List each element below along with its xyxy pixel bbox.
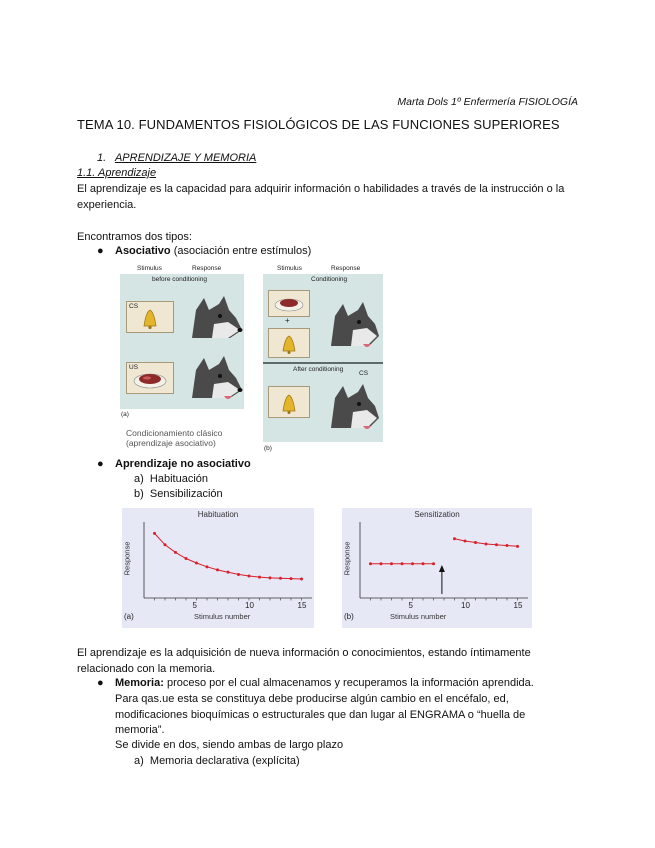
- bell-icon: [127, 302, 173, 332]
- data-point: [495, 543, 498, 546]
- figure-panel-b-after: [263, 364, 383, 442]
- x-tick-label: 5: [408, 601, 413, 610]
- panel-label: (a): [124, 612, 134, 621]
- data-point: [422, 562, 425, 565]
- panel-label: (b): [344, 612, 354, 621]
- bullet-associative: [97, 245, 311, 257]
- memory-label: Memoria:: [115, 677, 164, 689]
- data-point: [474, 541, 477, 544]
- data-point: [369, 562, 372, 565]
- list-marker: a): [134, 473, 144, 485]
- us-label: US: [129, 364, 139, 371]
- associative-label: Asociativo: [115, 245, 171, 257]
- data-point: [269, 576, 272, 579]
- x-tick-label: 10: [245, 601, 254, 610]
- figure-caption-line2: (aprendizaje asociativo): [126, 438, 216, 448]
- figure-classical-conditioning-a: [120, 265, 245, 417]
- bullet-dot: ●: [97, 245, 104, 257]
- us-stimulus-box: [126, 362, 174, 394]
- data-point: [216, 568, 219, 571]
- section-heading: [97, 152, 256, 164]
- page-title: TEMA 10. FUNDAMENTOS FISIOLÓGICOS DE LAS FUNCIONES SUPERIORES: [77, 117, 560, 132]
- data-point: [206, 565, 209, 568]
- chart-title: Sensitization: [414, 510, 460, 519]
- list-text: Sensibilización: [149, 488, 223, 500]
- list-item-declarative-memory: [134, 755, 300, 767]
- y-axis-label: Response: [342, 541, 352, 576]
- cs-label: CS: [359, 370, 369, 377]
- data-point: [195, 562, 198, 565]
- x-tick-label: 15: [297, 601, 307, 610]
- figure-caption: [126, 428, 222, 448]
- intro-paragraph: El aprendizaje es la capacidad para adquirir información o habilidades a través de la instrucción o la experiencia.: [77, 183, 565, 211]
- data-point: [401, 562, 404, 565]
- data-point: [432, 562, 435, 565]
- data-point: [380, 562, 383, 565]
- sensitization-plot: [342, 508, 532, 628]
- list-marker: a): [134, 755, 144, 767]
- before-conditioning-heading: before conditioning: [152, 276, 207, 283]
- after-conditioning-heading: After conditioning: [293, 366, 344, 373]
- panel-label-b: (b): [264, 445, 272, 452]
- figure-panel-b-conditioning: [263, 274, 383, 362]
- subsection-heading: 1.1. Aprendizaje: [77, 167, 157, 179]
- data-point: [464, 540, 467, 543]
- cs-stimulus-box: [126, 301, 174, 333]
- data-point: [411, 562, 414, 565]
- habituation-chart: [122, 508, 314, 628]
- figure-caption-line1: Condicionamiento clásico: [126, 428, 223, 438]
- panel-label-a: (a): [121, 411, 129, 418]
- stimulus-label: Stimulus: [137, 265, 162, 272]
- chart-title: Habituation: [197, 510, 239, 519]
- meat-icon: [269, 291, 309, 316]
- types-intro: Encontramos dos tipos:: [77, 231, 192, 243]
- memory-line2: Para qas.ue esta se constituya debe producirse algún cambio en el encéfalo, ed,: [115, 693, 509, 705]
- x-axis-label: Stimulus number: [194, 612, 251, 621]
- document-header: Marta Dols 1º Enfermería FISIOLOGÍA: [397, 96, 578, 108]
- associative-description: (asociación entre estímulos): [170, 245, 312, 257]
- data-point: [164, 543, 167, 546]
- dog-salivating-icon: [323, 300, 381, 352]
- habituation-plot: [122, 508, 314, 628]
- memory-line4: memoria”.: [115, 724, 165, 736]
- stimulus-label: Stimulus: [277, 265, 302, 272]
- list-item-sensitization: [134, 488, 223, 500]
- y-axis-label: Response: [122, 541, 132, 576]
- figure-panel-a-background: [120, 274, 244, 409]
- figure-classical-conditioning-b: [263, 265, 385, 455]
- memory-line5: Se divide en dos, siendo ambas de largo plazo: [115, 739, 344, 751]
- data-point: [506, 544, 509, 547]
- data-point: [485, 543, 488, 546]
- bullet-nonassociative: [97, 458, 251, 470]
- memory-line1: proceso por el cual almacenamos y recuperamos la información aprendida.: [163, 677, 534, 689]
- memory-line3: modificaciones bioquímicas o estructurales que dan lugar al ENGRAMA o “huella de: [115, 709, 526, 721]
- conditioning-heading: Conditioning: [311, 276, 348, 283]
- response-label: Response: [192, 265, 222, 272]
- bell-stimulus-box: [268, 386, 310, 418]
- x-axis-label: Stimulus number: [390, 612, 447, 621]
- x-tick-label: 5: [192, 601, 197, 610]
- data-point: [453, 537, 456, 540]
- response-label: Response: [331, 265, 361, 272]
- bullet-dot: ●: [97, 677, 104, 689]
- plus-sign: +: [285, 316, 290, 325]
- data-point: [185, 557, 188, 560]
- meat-stimulus-box: [268, 290, 310, 317]
- dog-salivating-icon: [323, 382, 381, 434]
- x-tick-label: 10: [461, 601, 470, 610]
- meat-icon: [127, 363, 173, 393]
- list-text: Habituación: [149, 473, 208, 485]
- data-point: [248, 574, 251, 577]
- x-tick-label: 15: [513, 601, 523, 610]
- learning-memory-paragraph: El aprendizaje es la adquisición de nueva información o conocimientos, estando íntimamente relacionado con la memoria.: [77, 647, 531, 675]
- bell-icon: [269, 329, 309, 357]
- data-point: [227, 571, 230, 574]
- data-point: [174, 551, 177, 554]
- dog-icon: [184, 294, 244, 344]
- data-point: [258, 576, 261, 579]
- data-point: [390, 562, 393, 565]
- section-number: 1.: [97, 152, 107, 164]
- data-point: [153, 532, 156, 535]
- bullet-dot: ●: [97, 458, 104, 470]
- stimulus-arrow-head: [439, 565, 445, 572]
- nonassociative-label: Aprendizaje no asociativo: [115, 458, 251, 470]
- data-point: [300, 578, 303, 581]
- list-marker: b): [134, 488, 144, 500]
- bullet-memory: [97, 677, 534, 689]
- dog-salivating-icon: [184, 354, 244, 404]
- data-point: [279, 577, 282, 580]
- cs-label: CS: [129, 303, 139, 310]
- data-point: [516, 545, 519, 548]
- data-point: [237, 573, 240, 576]
- bell-icon: [269, 387, 309, 417]
- sensitization-chart: [342, 508, 532, 628]
- section-title: APRENDIZAJE Y MEMORIA: [114, 152, 257, 164]
- bell-stimulus-box: [268, 328, 310, 358]
- data-point: [290, 577, 293, 580]
- list-item-habituation: [134, 473, 208, 485]
- list-text: Memoria declarativa (explícita): [149, 755, 300, 767]
